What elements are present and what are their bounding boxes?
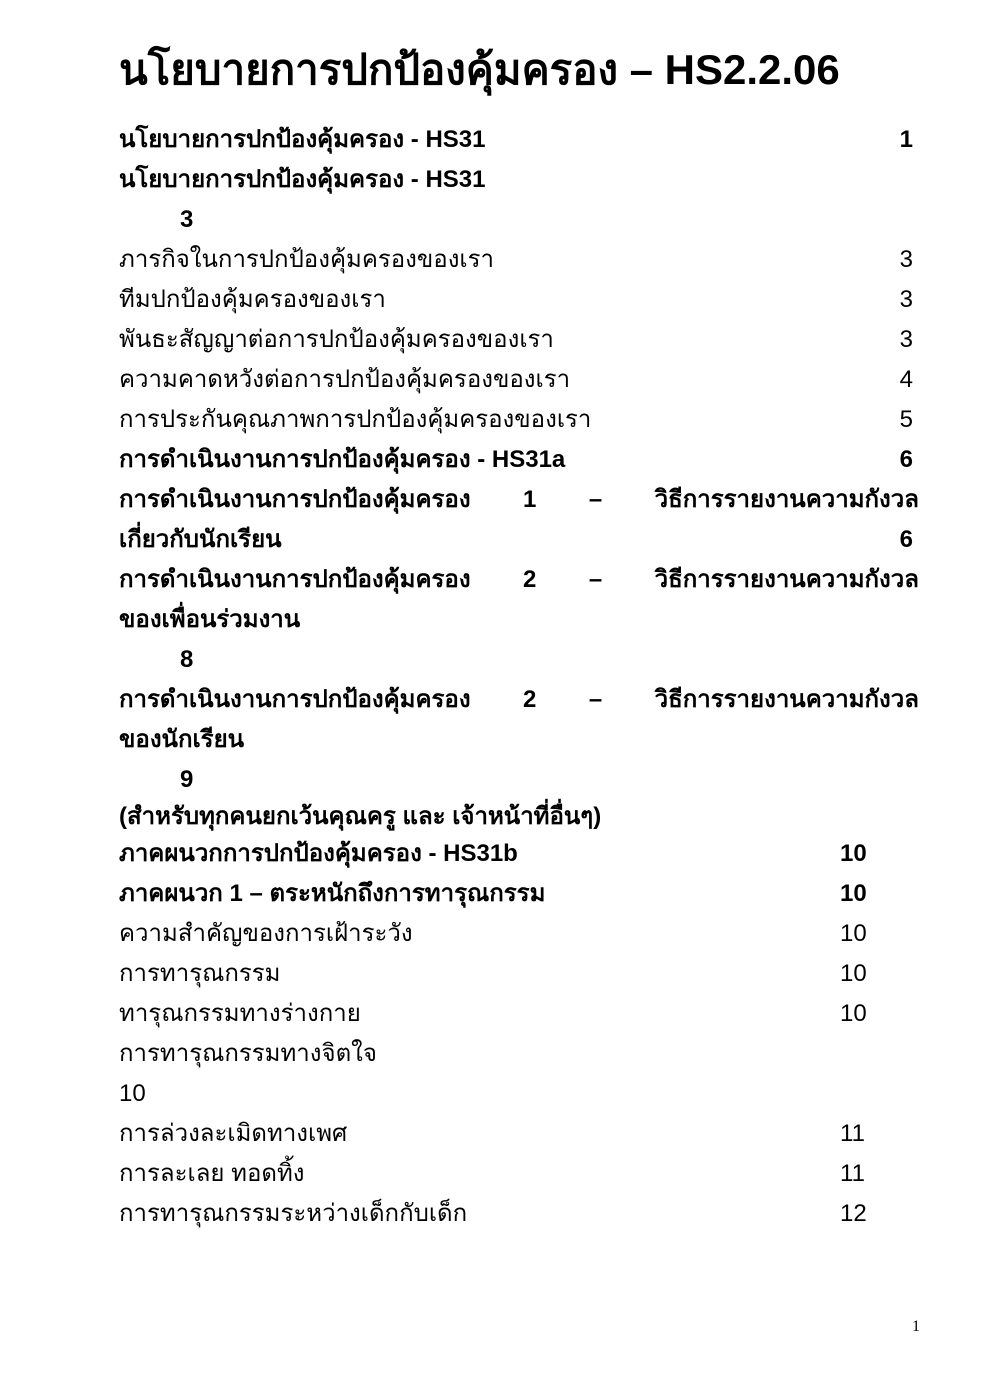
- toc-entry[interactable]: [119, 400, 919, 440]
- page-title: นโยบายการปกป้องคุ้มครอง – HS2.2.06: [119, 46, 840, 93]
- toc-entry-text: วิธีการรายงานความกังวล: [654, 486, 919, 513]
- toc-entry-page: 10: [840, 840, 867, 867]
- toc-entry-page: 4: [899, 366, 913, 393]
- toc-entry-page: 3: [899, 246, 913, 273]
- toc-entry-text: (สำหรับทุกคนยกเว้นคุณครู และ เจ้าหน้าที่อื่นๆ): [119, 803, 602, 830]
- toc-entry[interactable]: [119, 480, 919, 520]
- toc-entry-page-line: [119, 1074, 919, 1114]
- toc-entry[interactable]: [119, 680, 919, 720]
- toc-entry[interactable]: [119, 160, 919, 200]
- toc-entry[interactable]: [119, 560, 919, 600]
- toc-entry-page: 6: [899, 446, 913, 473]
- page-number: 1: [912, 1318, 920, 1335]
- toc-entry-text: ความคาดหวังต่อการปกป้องคุ้มครองของเรา: [119, 366, 571, 393]
- toc-entry-page: 9: [180, 766, 194, 793]
- toc-entry[interactable]: [119, 440, 919, 480]
- toc-entry[interactable]: [119, 994, 919, 1034]
- toc-entry-page: 8: [180, 646, 194, 673]
- toc-entry[interactable]: [119, 120, 919, 160]
- toc-entry-page: 3: [899, 286, 913, 313]
- toc-entry-page: 12: [840, 1200, 867, 1227]
- toc-entry-page: 6: [899, 526, 913, 553]
- toc-entry-text: ทารุณกรรมทางร่างกาย: [119, 1000, 361, 1027]
- toc-entry-text: ความสำคัญของการเฝ้าระวัง: [119, 920, 413, 947]
- toc-entry-page: 10: [119, 1080, 146, 1107]
- toc-entry-page: 11: [840, 1160, 865, 1187]
- toc-entry-text: –: [588, 486, 603, 513]
- toc-entry-text: –: [588, 566, 603, 593]
- toc-entry-page: 10: [840, 880, 867, 907]
- toc-entry-text: 1: [523, 486, 537, 513]
- toc-entry[interactable]: [119, 240, 919, 280]
- toc-entry-text: การประกันคุณภาพการปกป้องคุ้มครองของเรา: [119, 406, 592, 433]
- toc-entry[interactable]: [119, 320, 919, 360]
- toc-entry-text: การล่วงละเมิดทางเพศ: [119, 1120, 348, 1147]
- toc-entry[interactable]: [119, 360, 919, 400]
- toc-entry-page: 11: [840, 1120, 865, 1147]
- toc-entry-text: การทารุณกรรมระหว่างเด็กกับเด็ก: [119, 1200, 468, 1227]
- toc-entry-page-line: [119, 760, 919, 800]
- toc-entry-text: วิธีการรายงานความกังวล: [654, 686, 919, 713]
- toc-entry-text: ภาคผนวกการปกป้องคุ้มครอง - HS31b: [119, 840, 518, 867]
- toc-entry[interactable]: [119, 954, 919, 994]
- toc-entry-text: 2: [523, 566, 537, 593]
- toc-entry[interactable]: [119, 834, 919, 874]
- toc-entry-text: การดำเนินงานการปกป้องคุ้มครอง: [119, 486, 471, 513]
- toc-entry-text: การดำเนินงานการปกป้องคุ้มครอง - HS31a: [119, 446, 566, 473]
- toc-entry-text: –: [588, 686, 603, 713]
- toc-entry[interactable]: [119, 1154, 919, 1194]
- toc-entry-text: ทีมปกป้องคุ้มครองของเรา: [119, 286, 386, 313]
- toc-entry-page-line: [119, 200, 919, 240]
- toc-entry[interactable]: [119, 1034, 919, 1074]
- toc-entry-text: นโยบายการปกป้องคุ้มครอง - HS31: [119, 126, 486, 153]
- toc-entry-page: 1: [899, 126, 913, 153]
- toc-entry-page: 3: [180, 206, 194, 233]
- toc-entry-text: การดำเนินงานการปกป้องคุ้มครอง: [119, 686, 471, 713]
- toc-entry-text: 2: [523, 686, 537, 713]
- toc-entry-page: 10: [840, 960, 867, 987]
- toc-entry-page: 10: [840, 920, 867, 947]
- toc-entry-page: 5: [899, 406, 913, 433]
- toc-entry-text: เกี่ยวกับนักเรียน: [119, 526, 282, 553]
- toc-entry-page-line: [119, 640, 919, 680]
- toc-entry-text: การทารุณกรรมทางจิตใจ: [119, 1040, 377, 1067]
- toc-entry-note: [119, 800, 919, 834]
- toc-entry[interactable]: [119, 914, 919, 954]
- toc-entry[interactable]: [119, 874, 919, 914]
- toc-entry-continuation: [119, 520, 919, 560]
- toc-entry-text: ภาคผนวก 1 – ตระหนักถึงการทารุณกรรม: [119, 880, 546, 907]
- toc-entry-page: 3: [899, 326, 913, 353]
- toc-entry-continuation: [119, 720, 919, 760]
- toc-entry-text: นโยบายการปกป้องคุ้มครอง - HS31: [119, 166, 486, 193]
- toc-entry-text: การดำเนินงานการปกป้องคุ้มครอง: [119, 566, 471, 593]
- toc-entry-text: ภารกิจในการปกป้องคุ้มครองของเรา: [119, 246, 494, 273]
- toc-entry-text: พันธะสัญญาต่อการปกป้องคุ้มครองของเรา: [119, 326, 554, 353]
- toc-entry-text: วิธีการรายงานความกังวล: [654, 566, 919, 593]
- toc-entry-page: 10: [840, 1000, 867, 1027]
- toc-entry-text: การละเลย ทอดทิ้ง: [119, 1160, 305, 1187]
- toc-entry[interactable]: [119, 1194, 919, 1234]
- toc-entry-text: ของเพื่อนร่วมงาน: [119, 606, 301, 633]
- toc-entry-continuation: [119, 600, 919, 640]
- table-of-contents: [119, 120, 919, 1234]
- toc-entry[interactable]: [119, 1114, 919, 1154]
- toc-entry-text: ของนักเรียน: [119, 726, 245, 753]
- toc-entry-text: การทารุณกรรม: [119, 960, 281, 987]
- toc-entry[interactable]: [119, 280, 919, 320]
